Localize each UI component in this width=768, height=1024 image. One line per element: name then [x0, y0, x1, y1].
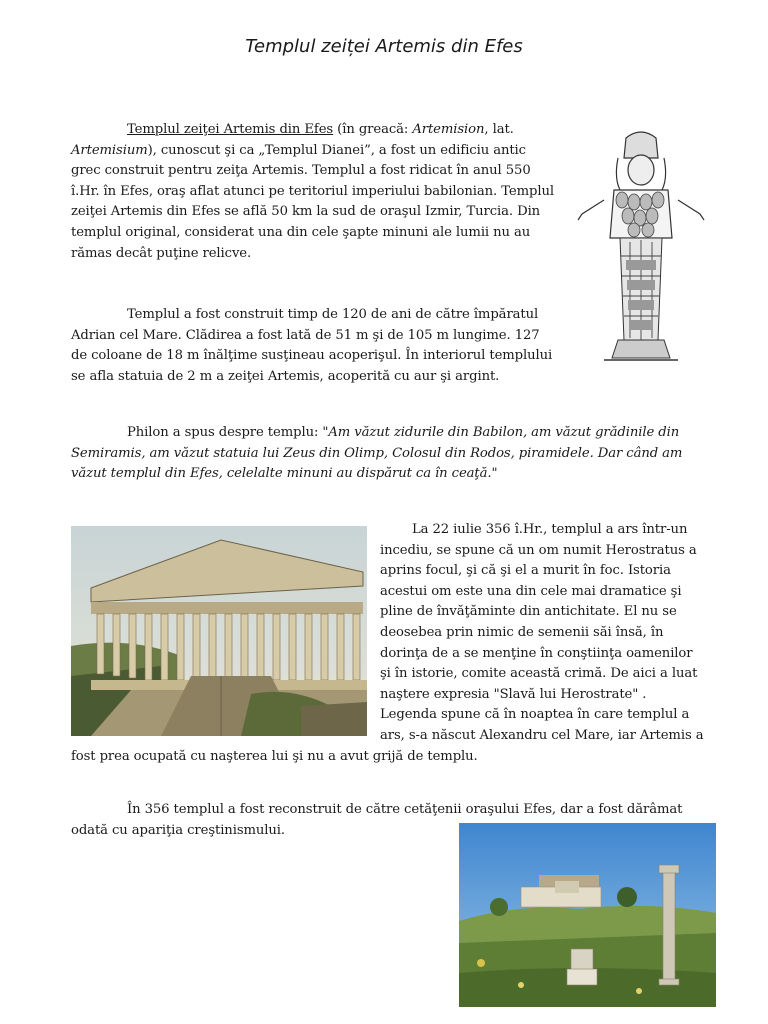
paragraph-intro — [71, 120, 555, 264]
paragraph-construction — [71, 305, 555, 387]
construction-text: Templul a fost construit timp de 120 de ani de către împăratul Adrian cel Mare. Clădirea a fost lată de 51 m şi de 105 m lungime. 127 de coloane de 18 m înălţime susţineau acoperişul. În interiorul templului se afla statuia de 2 m a zeiţei Artemis, acoperită cu aur şi argint. — [71, 307, 553, 384]
intro-text-3: ), cunoscut şi ca „Templul Dianei”, a fost un edificiu antic grec construit pentru zeiţa Artemis. Templul a fost ridicat în anul 550 î.Hr. în Efes, oraş aflat atunci pe teritoriul imperiului babilonian. Templul zeiţei Artemis din Efes se află 50 km la sud de oraşul Izmir, Turcia. Din templul original, considerat una din cele şapte minuni ale lumii nu au rămas decât puţine relicve. — [71, 142, 554, 261]
intro-text-1: (în greacă: — [333, 122, 413, 137]
temple-reconstruction-image — [71, 526, 367, 736]
intro-greek-name: Artemision — [412, 122, 485, 137]
paragraph-philon — [71, 423, 705, 485]
philon-quote: Am văzut zidurile din Babilon, am văzut grădinile din Semiramis, am văzut statuia lui Zeus din Olimp, Colosul din Rodos, piramidele. Dar când am văzut templul din Efes, celelalte minuni au dispărut ca în ceaţă." — [71, 425, 683, 482]
artemis-statue-image — [574, 128, 708, 372]
philon-lead: Philon a spus despre templu: " — [127, 425, 329, 440]
temple-ruins-photo — [459, 823, 716, 1007]
intro-latin-name: Artemisium — [71, 142, 148, 158]
reconstruction-text: În 356 templul a fost reconstruit de către cetăţenii oraşului Efes, dar a fost dărâmat odată cu apariţia creştinismului. — [71, 802, 683, 838]
temple-link[interactable]: Templul zeiţei Artemis din Efes — [127, 122, 334, 137]
intro-text-2: , lat. — [484, 122, 514, 137]
fire-text: La 22 iulie 356 î.Hr., templul a ars într-un incediu, se spune că un om numit Herostratus a aprins focul, şi că şi el a murit în foc. Istoria acestui om este una din cele mai dramatice şi pline de învăţăminte din antichitate. El nu se deosebea prin nimic de semenii săi însă, în dorinţa de a se menţine în conştiinţa oamenilor şi în istorie, comite această crimă. De aici a luat naştere expresia "Slavă lui Herostrate" . Legenda spune că în noaptea în care templul a ars, s-a născut Alexandru cel Mare, iar Artemis a fost prea ocupată cu naşterea lui şi nu a avut grijă de templu. — [71, 522, 704, 764]
page-title: Templul zeiței Artemis din Efes — [245, 36, 523, 57]
